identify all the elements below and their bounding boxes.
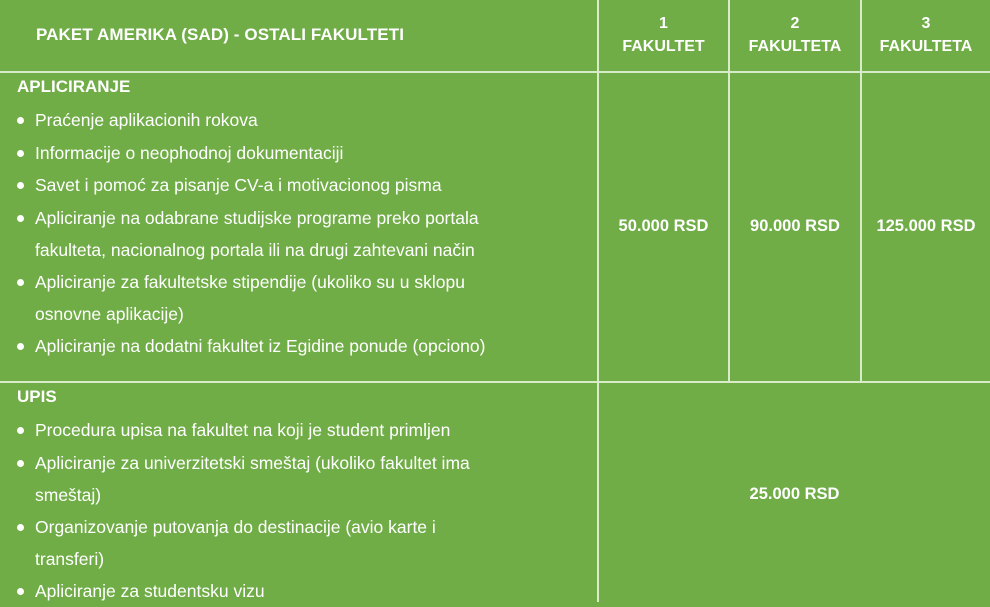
price-3-fakulteta: 125.000 RSD [862, 217, 990, 236]
column-label: FAKULTETA [862, 35, 990, 58]
column-number: 2 [730, 12, 860, 35]
list-item [17, 137, 592, 170]
apliciranje-list [17, 104, 592, 362]
list-item [17, 414, 592, 447]
column-header-3 [862, 12, 990, 58]
column-header-1 [599, 12, 728, 58]
table-title: PAKET AMERIKA (SAD) - OSTALI FAKULTETI [36, 25, 404, 45]
price-1-fakultet: 50.000 RSD [599, 217, 728, 236]
list-item [17, 104, 592, 137]
list-item [17, 575, 592, 607]
item-text: Apliciranje na dodatni fakultet iz Egidine ponude (opciono) [35, 336, 485, 356]
item-text: smeštaj) [35, 479, 592, 511]
column-number: 1 [599, 12, 728, 35]
item-text: Savet i pomoć za pisanje CV-a i motivacionog pisma [35, 175, 442, 195]
header-divider [0, 71, 990, 73]
section-title-apliciranje: APLICIRANJE [17, 77, 130, 97]
upis-list [17, 414, 592, 607]
column-number: 3 [862, 12, 990, 35]
section-title-upis: UPIS [17, 387, 57, 407]
item-text: Organizovanje putovanja do destinacije (avio karte i [35, 511, 592, 543]
list-item [17, 202, 592, 266]
list-item [17, 266, 592, 330]
item-text: Praćenje aplikacionih rokova [35, 110, 258, 130]
list-item [17, 330, 592, 363]
item-text: transferi) [35, 543, 592, 575]
list-item [17, 169, 592, 202]
list-item [17, 447, 592, 511]
item-text: Apliciranje za studentsku vizu [35, 581, 265, 601]
item-text: osnovne aplikacije) [35, 298, 592, 330]
price-2-fakulteta: 90.000 RSD [730, 217, 860, 236]
column-label: FAKULTETA [730, 35, 860, 58]
column-header-2 [730, 12, 860, 58]
column-divider-1 [597, 0, 599, 602]
item-text: Apliciranje za fakultetske stipendije (ukoliko su u sklopu [35, 266, 592, 298]
item-text: Apliciranje za univerzitetski smeštaj (ukoliko fakultet ima [35, 447, 592, 479]
item-text: Procedura upisa na fakultet na koji je student primljen [35, 420, 450, 440]
item-text: fakulteta, nacionalnog portala ili na drugi zahtevani način [35, 234, 592, 266]
item-text: Informacije o neophodnoj dokumentaciji [35, 143, 343, 163]
item-text: Apliciranje na odabrane studijske programe preko portala [35, 202, 592, 234]
section-divider [0, 381, 990, 383]
column-label: FAKULTET [599, 35, 728, 58]
list-item [17, 511, 592, 575]
price-upis: 25.000 RSD [599, 485, 990, 504]
